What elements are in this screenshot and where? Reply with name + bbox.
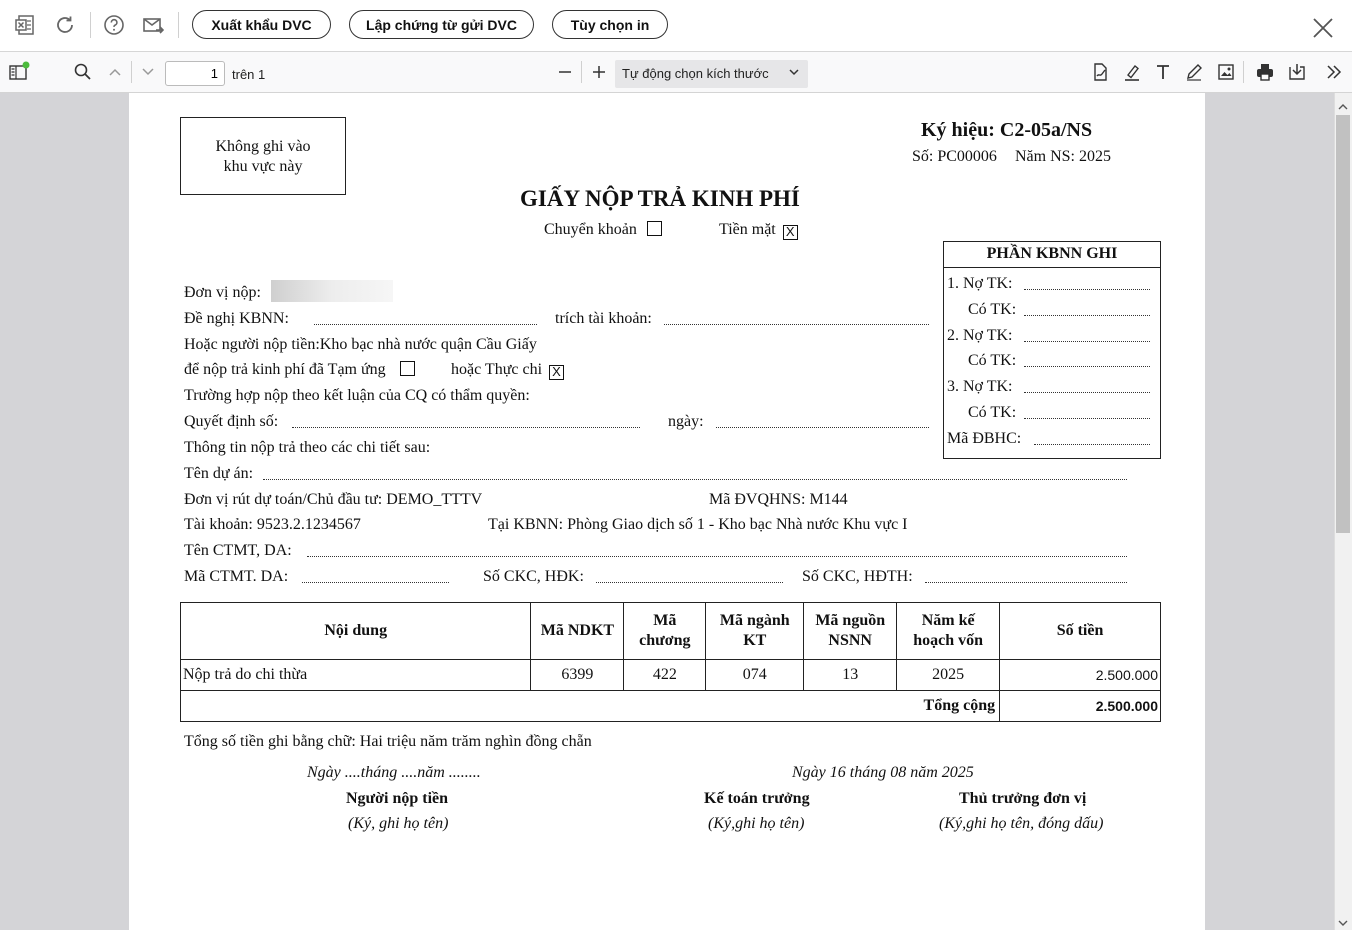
total-label: Tổng cộng: [181, 691, 1000, 722]
table-total-row: [181, 691, 1161, 722]
return-advance-label: để nộp trả kinh phí đã Tạm ứng: [184, 361, 386, 378]
ckc-hdth-label: Số CKC, HĐTH:: [802, 568, 913, 585]
amount-in-words: Tổng số tiền ghi bằng chữ: Hai triệu năm trăm nghìn đồng chẵn: [184, 733, 592, 750]
create-document-button[interactable]: Lập chứng từ gửi DVC: [349, 10, 534, 39]
account-number-line: Tài khoản: 9523.2.1234567: [184, 516, 361, 533]
zoom-out-icon[interactable]: [553, 60, 577, 84]
ctmt-code-label: Mã CTMT. DA:: [184, 568, 289, 585]
at-kbnn-line: Tại KBNN: Phòng Giao dịch số 1 - Kho bạc Nhà nước Khu vực I: [488, 516, 908, 533]
header-chapter: Mã chương: [624, 603, 706, 660]
transfer-checkbox: [647, 221, 662, 236]
kbnn-debit-3: 3. Nợ TK:: [947, 378, 1013, 395]
header-plan-year: Năm kế hoạch vốn: [897, 603, 1000, 660]
kbnn-debit-1: 1. Nợ TK:: [947, 275, 1013, 292]
dotted-line: [1024, 289, 1150, 290]
decision-number-label: Quyết định số:: [184, 413, 279, 430]
form-symbol: Ký hiệu: C2-05a/NS: [921, 119, 1093, 141]
decision-date-label: ngày:: [668, 413, 704, 430]
kbnn-credit-2: Có TK:: [968, 352, 1017, 369]
print-icon[interactable]: [1253, 60, 1277, 84]
dotted-line: [292, 427, 640, 428]
pdf-viewer-toolbar: [0, 52, 1352, 93]
ckc-hdk-label: Số CKC, HĐK:: [483, 568, 584, 585]
dotted-line: [314, 324, 537, 325]
kbnn-dbhc: Mã ĐBHC:: [947, 430, 1022, 447]
estimator-line: Đơn vị rút dự toán/Chủ đầu tư: DEMO_TTTV: [184, 491, 483, 508]
chief-accountant-title: Kế toán trưởng: [704, 790, 810, 807]
dotted-line: [925, 582, 1127, 583]
dotted-line: [716, 427, 929, 428]
help-icon[interactable]: [101, 12, 127, 38]
no-write-line-1: Không ghi vào: [215, 138, 311, 155]
advance-checkbox: [400, 361, 415, 376]
pdf-page: [129, 93, 1205, 930]
scrollbar-thumb[interactable]: [1336, 115, 1350, 533]
budget-year: Năm NS: 2025: [1015, 148, 1111, 165]
scroll-down-icon[interactable]: [1337, 915, 1349, 930]
zoom-select-value: Tự động chọn kích thước: [622, 66, 769, 81]
cell-plan-year: 2025: [897, 660, 1000, 691]
refresh-icon[interactable]: [52, 12, 78, 38]
image-icon[interactable]: [1214, 60, 1238, 84]
page-count-label: trên 1: [232, 67, 266, 82]
cell-amount: 2.500.000: [1000, 660, 1161, 691]
header-amount: Số tiền: [1000, 603, 1161, 660]
actual-spend-option: [451, 361, 564, 380]
cell-chapter: 422: [624, 660, 706, 691]
actual-spend-checkbox: X: [549, 365, 564, 380]
unit-head-title: Thủ trưởng đơn vị: [959, 790, 1087, 807]
transfer-option: [544, 221, 662, 239]
page-number-input[interactable]: 1: [165, 61, 225, 86]
highlight-icon[interactable]: [1120, 60, 1144, 84]
toolbar-separator: [581, 61, 582, 83]
dotted-line: [307, 556, 1127, 557]
actual-spend-label: hoặc Thực chi: [451, 361, 543, 378]
dotted-line: [1024, 392, 1150, 393]
unit-head-note: (Ký,ghi họ tên, đóng dấu): [939, 815, 1104, 832]
search-icon[interactable]: [71, 60, 95, 84]
cash-checkbox: X: [783, 225, 798, 240]
project-name-label: Tên dự án:: [184, 465, 254, 482]
ctmt-name-label: Tên CTMT, DA:: [184, 542, 292, 559]
kbnn-header: PHẦN KBNN GHI: [944, 242, 1160, 268]
dvqhns-code: Mã ĐVQHNS: M144: [709, 491, 848, 508]
top-toolbar: [0, 0, 1352, 52]
payer-signature-note: (Ký, ghi họ tên): [348, 815, 449, 832]
download-icon[interactable]: [1285, 60, 1309, 84]
dotted-line: [664, 324, 929, 325]
transfer-label: Chuyển khoản: [544, 221, 637, 238]
toolbar-separator: [131, 61, 132, 83]
print-options-button[interactable]: Tùy chọn in: [552, 10, 668, 39]
propose-kbnn-label: Đề nghị KBNN:: [184, 310, 289, 327]
dotted-line: [1024, 315, 1150, 316]
toolbar-separator: [1243, 61, 1244, 83]
table-header-row: [181, 603, 1161, 660]
toolbar-separator: [178, 12, 179, 38]
kbnn-credit-1: Có TK:: [968, 301, 1017, 318]
date-signed: Ngày 16 tháng 08 năm 2025: [792, 764, 974, 781]
previous-page-icon[interactable]: [103, 60, 127, 84]
dotted-line: [1024, 341, 1150, 342]
dotted-line: [1024, 366, 1150, 367]
table-row: [181, 660, 1161, 691]
header-ndkt: Mã NDKT: [531, 603, 624, 660]
header-source: Mã nguồn NSNN: [804, 603, 897, 660]
conclusion-line: Trường hợp nộp theo kết luận của CQ có thẩm quyền:: [184, 387, 530, 404]
document-viewport[interactable]: [0, 93, 1352, 930]
close-icon[interactable]: [1312, 17, 1334, 39]
toolbar-separator: [90, 12, 91, 38]
unit-label: Đơn vị nộp:: [184, 284, 261, 301]
details-line: Thông tin nộp trả theo các chi tiết sau:: [184, 439, 431, 456]
header-sector: Mã ngành KT: [706, 603, 804, 660]
signature-icon[interactable]: [1088, 60, 1112, 84]
dotted-line: [263, 479, 1127, 480]
next-page-icon[interactable]: [136, 60, 160, 84]
more-tools-icon[interactable]: [1322, 60, 1346, 84]
document-number: Số: PC00006: [912, 148, 997, 165]
sidebar-toggle-icon[interactable]: [7, 60, 31, 84]
cell-content: Nộp trả do chi thừa: [181, 660, 531, 691]
excel-icon[interactable]: [12, 12, 38, 38]
dotted-line: [596, 582, 783, 583]
chief-accountant-note: (Ký,ghi họ tên): [708, 815, 805, 832]
page-title: GIẤY NỘP TRẢ KINH PHÍ: [520, 186, 800, 211]
draw-icon[interactable]: [1182, 60, 1206, 84]
kbnn-debit-2: 2. Nợ TK:: [947, 327, 1013, 344]
return-advance-option: [184, 361, 415, 379]
date-blank: Ngày ....tháng ....năm ........: [307, 764, 481, 781]
header-content: Nội dung: [181, 603, 531, 660]
redacted-unit-name: [271, 280, 393, 302]
no-write-line-2: khu vực này: [223, 158, 303, 175]
total-amount: 2.500.000: [1000, 691, 1161, 722]
zoom-select[interactable]: [615, 60, 808, 88]
export-dvc-button[interactable]: Xuất khẩu DVC: [192, 10, 331, 39]
dotted-line: [1034, 444, 1150, 445]
text-tool-icon[interactable]: [1151, 60, 1175, 84]
kbnn-section: [943, 241, 1161, 459]
no-write-box: [180, 117, 346, 195]
payer-line: Hoặc người nộp tiền:Kho bạc nhà nước quận Cầu Giấy: [184, 336, 537, 353]
cash-option: [719, 221, 798, 240]
cell-ndkt: 6399: [531, 660, 624, 691]
zoom-in-icon[interactable]: [587, 60, 611, 84]
email-icon[interactable]: [140, 12, 166, 38]
cell-source: 13: [804, 660, 897, 691]
payer-signature-title: Người nộp tiền: [346, 790, 449, 807]
payment-table: [180, 602, 1161, 722]
chevron-down-icon: [788, 60, 800, 88]
cell-sector: 074: [706, 660, 804, 691]
dotted-line: [302, 582, 449, 583]
dotted-line: [1024, 418, 1150, 419]
cash-label: Tiền mặt: [719, 221, 776, 238]
account-deduct-label: trích tài khoản:: [555, 310, 652, 327]
kbnn-credit-3: Có TK:: [968, 404, 1017, 421]
